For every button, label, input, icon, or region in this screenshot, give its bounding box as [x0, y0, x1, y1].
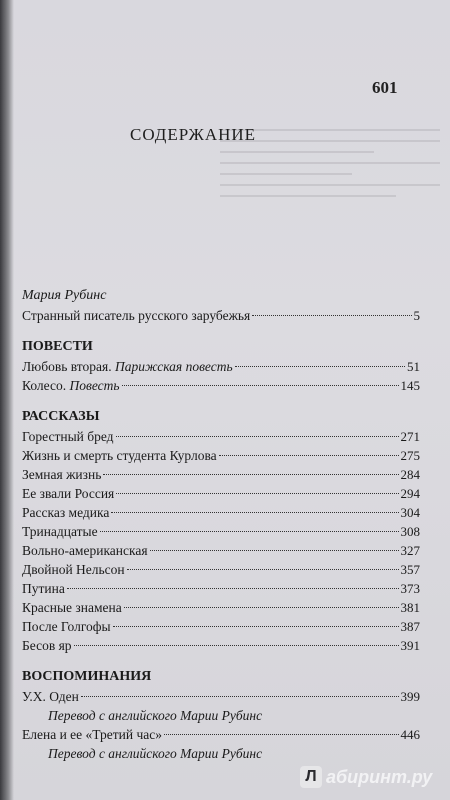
dot-leader — [67, 588, 399, 589]
toc-entry — [22, 541, 420, 560]
toc-entry-title: Ее звали Россия — [22, 486, 115, 501]
toc-entry — [22, 725, 420, 744]
toc-entry-subtitle: Повесть — [69, 378, 120, 393]
toc-entry-title: После Голгофы — [22, 619, 111, 634]
dot-leader — [235, 366, 405, 367]
toc-entry-page: 5 — [413, 308, 420, 323]
toc-entry — [22, 484, 420, 503]
dot-leader — [100, 531, 399, 532]
section-heading: ВОСПОМИНАНИЯ — [22, 669, 152, 684]
toc-entry-page: 399 — [400, 689, 420, 704]
toc-entry — [22, 687, 420, 706]
toc-entry-title: Странный писатель русского зарубежья — [22, 308, 251, 323]
toc-entry-title: Бесов яр — [22, 638, 72, 653]
dot-leader — [127, 569, 399, 570]
toc-entry-page: 51 — [407, 359, 420, 374]
translator-credit: Перевод с английского Марии Рубинс — [48, 708, 263, 723]
toc-entry-page: 391 — [400, 638, 420, 653]
dot-leader — [111, 512, 398, 513]
page-title: СОДЕРЖАНИЕ — [130, 125, 257, 144]
labirint-logo-icon: Л — [300, 766, 322, 788]
toc-entry-title: Двойной Нельсон — [22, 562, 125, 577]
dot-leader — [124, 607, 399, 608]
toc-entry-page: 284 — [400, 467, 420, 482]
toc-entry — [22, 503, 420, 522]
toc-entry — [22, 636, 420, 655]
toc-entry-title: Тринадцатые — [22, 524, 98, 539]
toc-entry — [22, 579, 420, 598]
toc-entry-page: 294 — [400, 486, 420, 501]
toc-entry-page: 304 — [400, 505, 420, 520]
toc-entry-title: Любовь вторая. Парижская повесть — [22, 359, 233, 374]
toc-entry-page: 275 — [400, 448, 420, 463]
toc-entry-page: 327 — [400, 543, 420, 558]
dot-leader — [122, 385, 399, 386]
watermark-logo: Л абиринт.ру — [300, 766, 432, 788]
section-heading: ПОВЕСТИ — [22, 339, 93, 354]
page-number: 601 — [372, 78, 398, 97]
toc-entry-title: Вольно-американская — [22, 543, 148, 558]
dot-leader — [150, 550, 399, 551]
toc-entry — [22, 617, 420, 636]
toc-entry — [22, 446, 420, 465]
toc-entry — [22, 522, 420, 541]
toc-entry-subtitle: Парижская повесть — [114, 359, 233, 374]
dot-leader — [74, 645, 399, 646]
toc-entry-page: 357 — [400, 562, 420, 577]
author-name: Мария Рубинс — [22, 288, 107, 303]
toc-entry — [22, 427, 420, 446]
toc-entry-title: Жизнь и смерть студента Курлова — [22, 448, 217, 463]
toc-entry-page: 145 — [400, 378, 420, 393]
dot-leader — [103, 474, 398, 475]
dot-leader — [81, 696, 399, 697]
toc-entry-title: Земная жизнь — [22, 467, 102, 482]
dot-leader — [113, 626, 399, 627]
dot-leader — [164, 734, 399, 735]
toc-entry — [22, 376, 420, 395]
toc-entry — [22, 306, 420, 325]
toc-entry-page: 271 — [400, 429, 420, 444]
toc-entry — [22, 598, 420, 617]
toc-entry-title: Колесо. Повесть — [22, 378, 120, 393]
dot-leader — [116, 436, 399, 437]
toc-entry-title: Рассказ медика — [22, 505, 110, 520]
toc-entry-page: 308 — [400, 524, 420, 539]
toc-entry-title: Красные знамена — [22, 600, 122, 615]
toc-entry-page: 381 — [400, 600, 420, 615]
toc-entry-page: 387 — [400, 619, 420, 634]
toc-entry — [22, 465, 420, 484]
toc-entry-page: 446 — [400, 727, 420, 742]
toc-entry-title: Елена и ее «Третий час» — [22, 727, 162, 742]
book-gutter-shadow — [0, 0, 14, 800]
toc-entry-page: 373 — [400, 581, 420, 596]
toc-entry-title: У.Х. Оден — [22, 689, 79, 704]
dot-leader — [219, 455, 399, 456]
section-heading: РАССКАЗЫ — [22, 409, 100, 424]
toc-entry-title: Путина — [22, 581, 65, 596]
toc-entry — [22, 560, 420, 579]
dot-leader — [252, 315, 411, 316]
toc-entry-title: Горестный бред — [22, 429, 114, 444]
translator-credit: Перевод с английского Марии Рубинс — [48, 746, 263, 761]
dot-leader — [116, 493, 398, 494]
table-of-contents — [22, 288, 420, 763]
toc-entry — [22, 357, 420, 376]
